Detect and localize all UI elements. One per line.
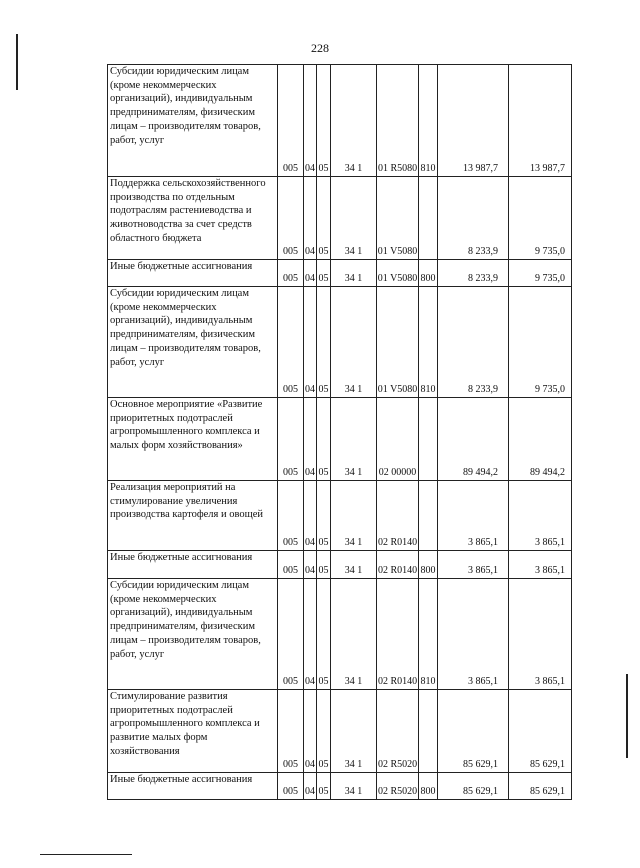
target-code: 02 R0140 [377, 579, 419, 690]
expense-type: 800 [419, 773, 438, 800]
amount-year-2: 9 735,0 [509, 260, 572, 287]
section-code: 04 [304, 773, 317, 800]
table-row [108, 551, 572, 579]
program-code: 34 1 [331, 398, 377, 481]
program-code: 34 1 [331, 287, 377, 398]
row-name: Субсидии юридическим лицам (кроме некоммерческих организаций), индивидуальным предпринимателям, физическим лицам – производителям товаров, работ, услуг [108, 579, 278, 690]
expense-type: 810 [419, 287, 438, 398]
scan-margin-line-right [626, 674, 628, 758]
program-code: 34 1 [331, 551, 377, 579]
program-code: 34 1 [331, 260, 377, 287]
amount-year-1: 8 233,9 [438, 177, 509, 260]
program-code: 34 1 [331, 481, 377, 551]
amount-year-2: 3 865,1 [509, 551, 572, 579]
amount-year-2: 89 494,2 [509, 398, 572, 481]
table-row [108, 65, 572, 177]
row-name: Субсидии юридическим лицам (кроме некоммерческих организаций), индивидуальным предпринимателям, физическим лицам – производителям товаров, работ, услуг [108, 65, 278, 177]
table-row [108, 177, 572, 260]
ministry-code: 005 [278, 177, 304, 260]
expense-type [419, 398, 438, 481]
table-row [108, 398, 572, 481]
table-row [108, 690, 572, 773]
row-name: Субсидии юридическим лицам (кроме некоммерческих организаций), индивидуальным предпринимателям, физическим лицам – производителям товаров, работ, услуг [108, 287, 278, 398]
ministry-code: 005 [278, 551, 304, 579]
section-code: 04 [304, 481, 317, 551]
program-code: 34 1 [331, 177, 377, 260]
program-code: 34 1 [331, 773, 377, 800]
amount-year-2: 85 629,1 [509, 773, 572, 800]
row-name: Основное мероприятие «Развитие приоритетных подотраслей агропромышленного комплекса и малых форм хозяйствования» [108, 398, 278, 481]
expense-type [419, 481, 438, 551]
amount-year-1: 85 629,1 [438, 773, 509, 800]
table-row [108, 773, 572, 800]
section-code: 04 [304, 260, 317, 287]
subsection-code: 05 [317, 690, 331, 773]
amount-year-2: 13 987,7 [509, 65, 572, 177]
section-code: 04 [304, 398, 317, 481]
amount-year-2: 85 629,1 [509, 690, 572, 773]
target-code: 01 V5080 [377, 260, 419, 287]
page-number: 228 [311, 41, 329, 55]
expense-type: 800 [419, 260, 438, 287]
amount-year-1: 3 865,1 [438, 551, 509, 579]
expense-type: 800 [419, 551, 438, 579]
row-name: Поддержка сельскохозяйственного производства по отдельным подотраслям растениеводства и животноводства за счет средств областного бюджета [108, 177, 278, 260]
section-code: 04 [304, 551, 317, 579]
row-name: Стимулирование развития приоритетных подотраслей агропромышленного комплекса и развитие малых форм хозяйствования [108, 690, 278, 773]
row-name: Иные бюджетные ассигнования [108, 551, 278, 579]
target-code: 01 R5080 [377, 65, 419, 177]
target-code: 01 V5080 [377, 177, 419, 260]
ministry-code: 005 [278, 260, 304, 287]
amount-year-1: 89 494,2 [438, 398, 509, 481]
expense-type: 810 [419, 579, 438, 690]
ministry-code: 005 [278, 287, 304, 398]
subsection-code: 05 [317, 260, 331, 287]
subsection-code: 05 [317, 65, 331, 177]
target-code: 02 R5020 [377, 773, 419, 800]
section-code: 04 [304, 579, 317, 690]
amount-year-1: 3 865,1 [438, 481, 509, 551]
amount-year-2: 3 865,1 [509, 579, 572, 690]
expense-type: 810 [419, 65, 438, 177]
amount-year-2: 9 735,0 [509, 177, 572, 260]
target-code: 01 V5080 [377, 287, 419, 398]
program-code: 34 1 [331, 65, 377, 177]
table-row [108, 481, 572, 551]
subsection-code: 05 [317, 287, 331, 398]
subsection-code: 05 [317, 177, 331, 260]
target-code: 02 00000 [377, 398, 419, 481]
subsection-code: 05 [317, 773, 331, 800]
section-code: 04 [304, 177, 317, 260]
amount-year-1: 13 987,7 [438, 65, 509, 177]
ministry-code: 005 [278, 773, 304, 800]
scan-margin-line-left [16, 34, 18, 90]
section-code: 04 [304, 287, 317, 398]
table-row [108, 287, 572, 398]
budget-table [107, 64, 572, 800]
table-row [108, 260, 572, 287]
subsection-code: 05 [317, 579, 331, 690]
row-name: Иные бюджетные ассигнования [108, 773, 278, 800]
section-code: 04 [304, 65, 317, 177]
ministry-code: 005 [278, 690, 304, 773]
program-code: 34 1 [331, 690, 377, 773]
target-code: 02 R0140 [377, 481, 419, 551]
amount-year-1: 3 865,1 [438, 579, 509, 690]
amount-year-2: 9 735,0 [509, 287, 572, 398]
expense-type [419, 177, 438, 260]
expense-type [419, 690, 438, 773]
table-row [108, 579, 572, 690]
ministry-code: 005 [278, 65, 304, 177]
ministry-code: 005 [278, 579, 304, 690]
amount-year-1: 8 233,9 [438, 287, 509, 398]
program-code: 34 1 [331, 579, 377, 690]
ministry-code: 005 [278, 481, 304, 551]
amount-year-1: 85 629,1 [438, 690, 509, 773]
amount-year-1: 8 233,9 [438, 260, 509, 287]
subsection-code: 05 [317, 481, 331, 551]
amount-year-2: 3 865,1 [509, 481, 572, 551]
target-code: 02 R5020 [377, 690, 419, 773]
row-name: Иные бюджетные ассигнования [108, 260, 278, 287]
subsection-code: 05 [317, 398, 331, 481]
target-code: 02 R0140 [377, 551, 419, 579]
scan-bottom-line [40, 854, 132, 855]
ministry-code: 005 [278, 398, 304, 481]
subsection-code: 05 [317, 551, 331, 579]
section-code: 04 [304, 690, 317, 773]
row-name: Реализация мероприятий на стимулирование увеличения производства картофеля и овощей [108, 481, 278, 551]
